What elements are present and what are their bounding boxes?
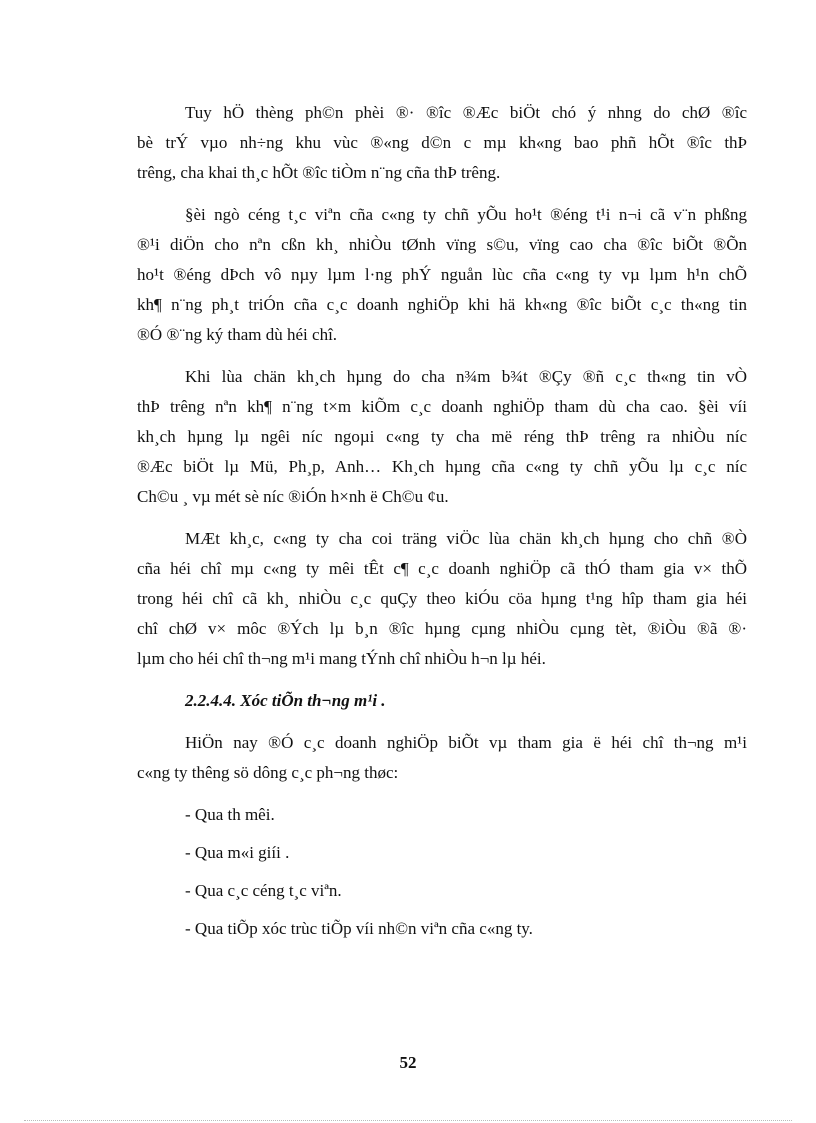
paragraph-line: HiÖn nay ®Ó c¸c doanh nghiÖp biÕt vµ tham gia ë héi chî th¬ng m¹i	[185, 733, 747, 752]
paragraph-line: bè trÝ vµo nh÷ng khu vùc ®«ng d©n c mµ kh«ng bao phñ hÕt ®îc thÞ	[137, 133, 747, 152]
paragraph-fair-topics	[137, 524, 747, 674]
list-item: - Qua c¸c céng t¸c viªn.	[185, 881, 342, 900]
section-heading: 2.2.4.4. Xóc tiÕn th¬ng m¹i .	[185, 691, 386, 710]
paragraph-line: ®Ó ®¨ng ký tham dù héi chî.	[137, 325, 338, 344]
document-body	[137, 98, 747, 952]
paragraph-line: trong héi chî cã kh¸ nhiÒu c¸c quÇy theo kiÓu cöa hµng t¹ng hîp tham gia héi	[137, 589, 747, 608]
list-item: - Qua th mêi.	[185, 805, 275, 824]
paragraph-collaborators	[137, 200, 747, 350]
paragraph-line: §èi ngò céng t¸c viªn cña c«ng ty chñ yÕu ho¹t ®éng t¹i n¬i cã v¨n phßng	[185, 205, 747, 224]
list-item: - Qua m«i giíi .	[185, 843, 290, 862]
paragraph-line: ®Æc biÖt lµ Mü, Ph¸p, Anh… Kh¸ch hµng cña c«ng ty chñ yÕu lµ c¸c níc	[137, 457, 747, 476]
list-item: - Qua tiÕp xóc trùc tiÕp víi nh©n viªn cña c«ng ty.	[185, 919, 533, 938]
paragraph-line: lµm cho héi chî th¬ng m¹i mang tÝnh chî nhiÒu h¬n lµ héi.	[137, 649, 546, 668]
footer-divider	[24, 1120, 792, 1121]
paragraph-line: chî chØ v× môc ®Ých lµ b¸n ®îc hµng cµng nhiÒu cµng tèt, ®iÒu ®ã ®·	[137, 619, 747, 638]
paragraph-line: Ch©u ¸ vµ mét sè níc ®iÓn h×nh ë Ch©u ¢u.	[137, 487, 449, 506]
paragraph-customer-selection	[137, 362, 747, 512]
paragraph-line: ®¹i diÖn cho nªn cßn kh¸ nhiÒu tØnh vïng s©u, vïng cao cha ®îc biÕt ®Õn	[137, 235, 747, 254]
paragraph-line: MÆt kh¸c, c«ng ty cha coi träng viÖc lùa chän kh¸ch hµng cho chñ ®Ò	[185, 529, 747, 548]
paragraph-line: kh¶ n¨ng ph¸t triÓn cña c¸c doanh nghiÖp khi hä kh«ng ®îc biÕt c¸c th«ng tin	[137, 295, 747, 314]
paragraph-distribution-system	[137, 98, 747, 188]
paragraph-line: thÞ trêng nªn kh¶ n¨ng t×m kiÕm c¸c doanh nghiÖp tham dù cha cao. §èi víi	[137, 397, 747, 416]
paragraph-line: Tuy hÖ thèng ph©n phèi ®· ®îc ®Æc biÖt chó ý nhng do chØ ®îc	[185, 103, 747, 122]
paragraph-line: kh¸ch hµng lµ ngêi níc ngoµi c«ng ty cha më réng thÞ trêng ra nhiÒu níc	[137, 427, 747, 446]
paragraph-line: trêng, cha khai th¸c hÕt ®îc tiÒm n¨ng cña thÞ trêng.	[137, 163, 501, 182]
paragraph-intro	[137, 728, 747, 788]
paragraph-line: c«ng ty thêng sö dông c¸c ph¬ng thøc:	[137, 763, 399, 782]
paragraph-line: ho¹t ®éng dÞch vô nµy lµm l·ng phÝ nguån lùc cña c«ng ty vµ lµm h¹n chÕ	[137, 265, 747, 284]
paragraph-line: cña héi chî mµ c«ng ty mêi tÊt c¶ c¸c doanh nghiÖp cã thÓ tham gia v× thÕ	[137, 559, 747, 578]
paragraph-line: Khi lùa chän kh¸ch hµng do cha n¾m b¾t ®Çy ®ñ c¸c th«ng tin vÒ	[185, 367, 747, 386]
page-number: 52	[399, 1053, 417, 1072]
